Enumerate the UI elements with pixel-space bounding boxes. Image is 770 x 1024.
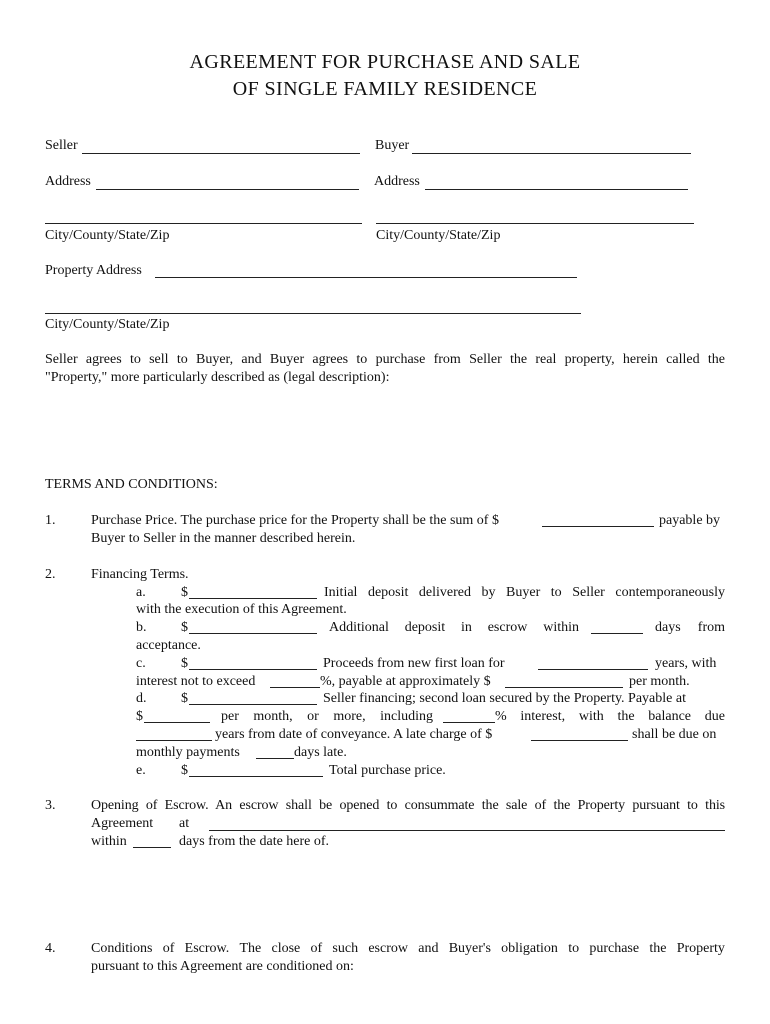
buyer-label: Buyer <box>375 138 410 153</box>
item-c-line2-a: interest not to exceed <box>136 674 256 689</box>
section-4-number: 4. <box>45 941 56 956</box>
buyer-city-label: City/County/State/Zip <box>376 228 501 243</box>
item-c-text: Proceeds from new first loan for <box>323 656 505 671</box>
item-e-dollar: $ <box>181 763 188 778</box>
item-b-letter: b. <box>136 620 147 635</box>
item-c-text-end: years, with <box>655 656 717 671</box>
item-d-text: Seller financing; second loan secured by the Property. Payable at <box>323 691 686 706</box>
section-1-number: 1. <box>45 513 56 528</box>
item-d-line4-a: monthly payments <box>136 745 240 760</box>
section-1-text-end: payable by <box>659 513 721 528</box>
section-3-at: at <box>179 816 190 831</box>
item-a-line2: with the execution of this Agreement. <box>136 602 347 617</box>
section-3-line1: Opening of Escrow. An escrow shall be opened to consummate the sale of the Property pursuant to this <box>91 798 725 813</box>
item-c-letter: c. <box>136 656 146 671</box>
seller-label: Seller <box>45 138 78 153</box>
buyer-city-field[interactable] <box>376 223 694 224</box>
item-d-dollar: $ <box>181 691 188 706</box>
first-loan-field[interactable] <box>189 669 317 670</box>
item-b-line2: acceptance. <box>136 638 201 653</box>
intro-line2: "Property," more particularly described as (legal description): <box>45 370 390 385</box>
section-3-agreement: Agreement <box>91 816 154 831</box>
intro-line1: Seller agrees to sell to Buyer, and Buyer agrees to purchase from Seller the real property, herein called the <box>45 352 725 367</box>
seller-financing-payment-field[interactable] <box>144 722 210 723</box>
section-3-number: 3. <box>45 798 56 813</box>
document-title-line1: AGREEMENT FOR PURCHASE AND SALE <box>189 51 581 73</box>
section-4-line2: pursuant to this Agreement are conditioned on: <box>91 959 354 974</box>
item-d-line2-dollar: $ <box>136 709 143 724</box>
escrow-days-field[interactable] <box>133 847 171 848</box>
item-c-dollar: $ <box>181 656 188 671</box>
item-e-text: Total purchase price. <box>329 763 446 778</box>
property-city-label: City/County/State/Zip <box>45 317 170 332</box>
seller-city-label: City/County/State/Zip <box>45 228 170 243</box>
section-1-line2: Buyer to Seller in the manner described herein. <box>91 531 356 546</box>
item-d-line3-b: shall be due on <box>632 727 717 742</box>
property-address-label: Property Address <box>45 263 142 278</box>
deposit-days-field[interactable] <box>591 633 643 634</box>
item-d-line4-b: days late. <box>294 745 347 760</box>
seller-address-field[interactable] <box>96 189 359 190</box>
seller-city-field[interactable] <box>45 223 362 224</box>
seller-financing-field[interactable] <box>189 704 317 705</box>
escrow-location-field[interactable] <box>209 830 725 831</box>
section-3-within: within <box>91 834 127 849</box>
section-3-line3-end: days from the date here of. <box>179 834 330 849</box>
balance-due-years-field[interactable] <box>136 740 212 741</box>
late-days-field[interactable] <box>256 758 294 759</box>
item-a-text: Initial deposit delivered by Buyer to Seller contemporaneously <box>324 585 725 600</box>
seller-name-field[interactable] <box>82 153 360 154</box>
item-b-text-end: days from <box>655 620 725 635</box>
section-2-heading: Financing Terms. <box>91 567 189 582</box>
first-loan-years-field[interactable] <box>538 669 648 670</box>
initial-deposit-field[interactable] <box>189 598 317 599</box>
item-d-line2-text: per month, or more, including <box>221 709 433 724</box>
section-4-line1: Conditions of Escrow. The close of such escrow and Buyer's obligation to purchase the Property <box>91 941 725 956</box>
first-loan-interest-field[interactable] <box>270 687 320 688</box>
item-d-line2-end: % interest, with the balance due <box>495 709 725 724</box>
buyer-address-label: Address <box>374 174 420 189</box>
item-b-text: Additional deposit in escrow within <box>329 620 579 635</box>
late-charge-field[interactable] <box>531 740 628 741</box>
first-loan-payment-field[interactable] <box>505 687 623 688</box>
item-b-dollar: $ <box>181 620 188 635</box>
item-d-letter: d. <box>136 691 147 706</box>
property-city-field[interactable] <box>45 313 581 314</box>
terms-heading: TERMS AND CONDITIONS: <box>45 477 218 492</box>
item-e-letter: e. <box>136 763 146 778</box>
additional-deposit-field[interactable] <box>189 633 317 634</box>
document-title-line2: OF SINGLE FAMILY RESIDENCE <box>232 78 538 100</box>
section-2-number: 2. <box>45 567 56 582</box>
item-d-line3-a: years from date of conveyance. A late charge of $ <box>215 727 493 742</box>
buyer-name-field[interactable] <box>412 153 691 154</box>
property-address-field[interactable] <box>155 277 577 278</box>
seller-address-label: Address <box>45 174 91 189</box>
buyer-address-field[interactable] <box>425 189 688 190</box>
section-1-text: Purchase Price. The purchase price for the Property shall be the sum of $ <box>91 513 499 528</box>
seller-financing-interest-field[interactable] <box>443 722 495 723</box>
purchase-price-field[interactable] <box>542 526 654 527</box>
item-c-line2-b: %, payable at approximately $ <box>320 674 491 689</box>
item-a-letter: a. <box>136 585 146 600</box>
item-c-line2-c: per month. <box>629 674 690 689</box>
total-price-field[interactable] <box>189 776 323 777</box>
item-a-dollar: $ <box>181 585 188 600</box>
